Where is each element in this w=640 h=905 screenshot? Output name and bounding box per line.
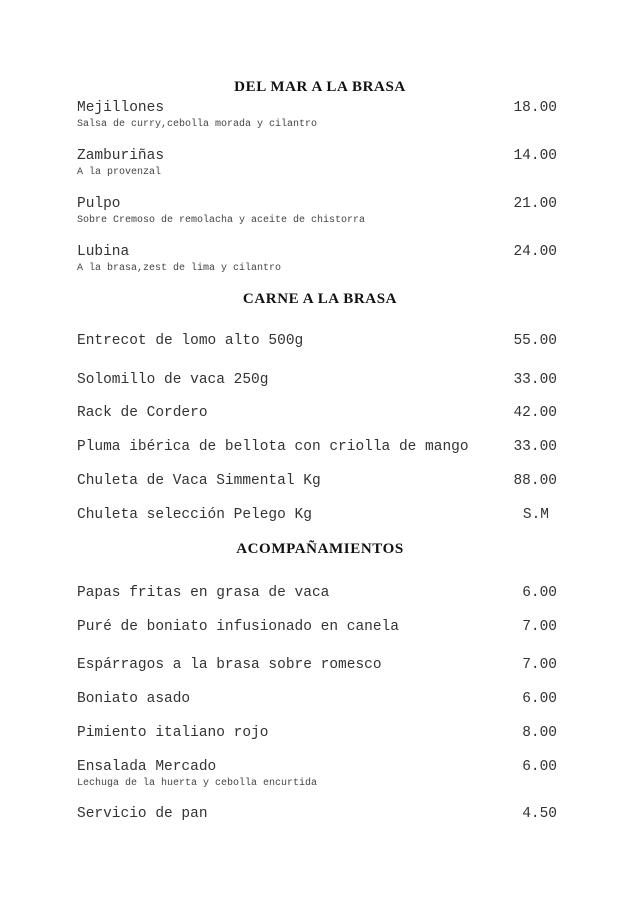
item-name: Lubina [77,244,130,260]
item-name: Papas fritas en grasa de vaca [77,585,330,601]
item-price: 33.00 [513,372,557,388]
item-price: 42.00 [513,405,557,421]
section-title-acompanamientos: ACOMPAÑAMIENTOS [236,541,404,557]
item-description: Sobre Cremoso de remolacha y aceite de chistorra [77,215,366,226]
item-price: S.M [522,507,549,523]
item-price: 7.00 [522,619,557,635]
item-name: Zamburiñas [77,148,165,164]
item-price: 6.00 [522,585,557,601]
item-price: 18.00 [513,100,557,116]
item-name: Mejillones [77,100,165,116]
item-name: Chuleta de Vaca Simmental Kg [77,473,321,489]
item-name: Rack de Cordero [77,405,208,421]
item-name: Puré de boniato infusionado en canela [77,619,399,635]
item-name: Chuleta selección Pelego Kg [77,507,312,523]
item-price: 6.00 [522,691,557,707]
item-name: Pimiento italiano rojo [77,725,269,741]
item-name: Solomillo de vaca 250g [77,372,269,388]
item-name: Boniato asado [77,691,191,707]
item-price: 88.00 [513,473,557,489]
item-name: Entrecot de lomo alto 500g [77,333,304,349]
item-price: 14.00 [513,148,557,164]
item-name: Pulpo [77,196,121,212]
item-price: 4.50 [522,806,557,822]
section-title-carne: CARNE A LA BRASA [242,291,398,307]
item-price: 7.00 [522,657,557,673]
item-description: Lechuga de la huerta y cebolla encurtida [77,778,318,789]
item-price: 6.00 [522,759,557,775]
item-description: A la provenzal [77,167,162,178]
item-price: 24.00 [513,244,557,260]
section-title-del-mar: DEL MAR A LA BRASA [234,79,406,95]
item-price: 55.00 [513,333,557,349]
item-name: Ensalada Mercado [77,759,217,775]
item-description: A la brasa,zest de lima y cilantro [77,263,282,274]
item-price: 33.00 [513,439,557,455]
item-description: Salsa de curry,cebolla morada y cilantro [77,119,318,130]
item-price: 8.00 [522,725,557,741]
item-price: 21.00 [513,196,557,212]
item-name: Espárragos a la brasa sobre romesco [77,657,382,673]
item-name: Pluma ibérica de bellota con criolla de mango [77,439,469,455]
item-name: Servicio de pan [77,806,208,822]
